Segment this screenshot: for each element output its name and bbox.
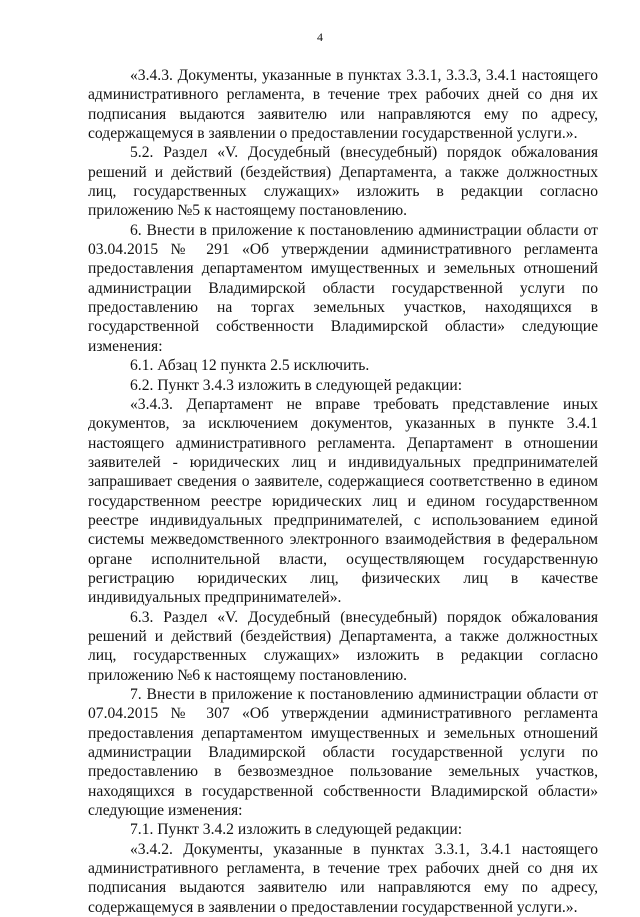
document-body (88, 66, 598, 917)
paragraph-3-4-3-department-requests: «3.4.3. Департамент не вправе требовать представление иных документов, за исключением документов, указанных в пункте 3.4.1 настоящего административного регламента. Департамент в отношении заявителей - юридических лиц и индивидуальных предпринимателей запрашивает сведения о заявителе, содержащиеся соответственно в едином государственном реестре юридических лиц и едином государственном реестре индивидуальных предпринимателей, с использованием единой системы межведомственного электронного взаимодействия в федеральном органе исполнительной власти, осуществляющем государственную регистрацию юридических лиц, физических лиц в качестве индивидуальных предпринимателей». (88, 395, 598, 607)
paragraph-3-4-3-documents-issue: «3.4.3. Документы, указанные в пунктах 3.3.1, 3.3.3, 3.4.1 настоящего административного регламента, в течение трех рабочих дней со дня их подписания выдаются заявителю или направляются ему по адресу, содержащемуся в заявлении о предоставлении государственной услуги.». (88, 67, 598, 143)
paragraph-3-4-2-documents-issue: «3.4.2. Документы, указанные в пунктах 3.3.1, 3.4.1 настоящего административного регламента, в течение трех рабочих дней со дня их подписания выдаются заявителю или направляются ему по адресу, содержащемуся в заявлении о предоставлении государственной услуги.». (88, 840, 598, 916)
paragraph-6-1-exclude-clause: 6.1. Абзац 12 пункта 2.5 исключить. (130, 357, 370, 375)
page-number: 4 (317, 30, 323, 44)
paragraph-5-2-section-v: 5.2. Раздел «V. Досудебный (внесудебный) порядок обжалования решений и действий (бездействия) Департамента, а также должностных лиц, государственных служащих» изложить в редакции согласно приложению №5 к настоящему постановлению. (88, 144, 598, 220)
paragraph-7-1-new-wording: 7.1. Пункт 3.4.2 изложить в следующей редакции: (130, 821, 463, 839)
paragraph-7-amend-resolution-307: 7. Внести в приложение к постановлению администрации области от 07.04.2015 № 307 «Об утверждении административного регламента предоставления департаментом имущественных и земельных отношений администрации Владимирской области государственной услуги по предоставлению в безвозмездное пользование земельных участков, находящихся в государственной собственности Владимирской области» следующие изменения: (88, 686, 598, 820)
paragraph-6-amend-resolution-291: 6. Внести в приложение к постановлению администрации области от 03.04.2015 № 291 «Об утверждении административного регламента предоставления департаментом имущественных и земельных отношений администрации Владимирской области государственной услуги по предоставлению на торгах земельных участков, находящихся в государственной собственности Владимирской области» следующие изменения: (88, 221, 598, 355)
paragraph-6-3-section-v: 6.3. Раздел «V. Досудебный (внесудебный) порядок обжалования решений и действий (бездействия) Департамента, а также должностных лиц, государственных служащих» изложить в редакции согласно приложению №6 к настоящему постановлению. (88, 608, 598, 684)
paragraph-6-2-new-wording: 6.2. Пункт 3.4.3 изложить в следующей редакции: (130, 376, 463, 394)
